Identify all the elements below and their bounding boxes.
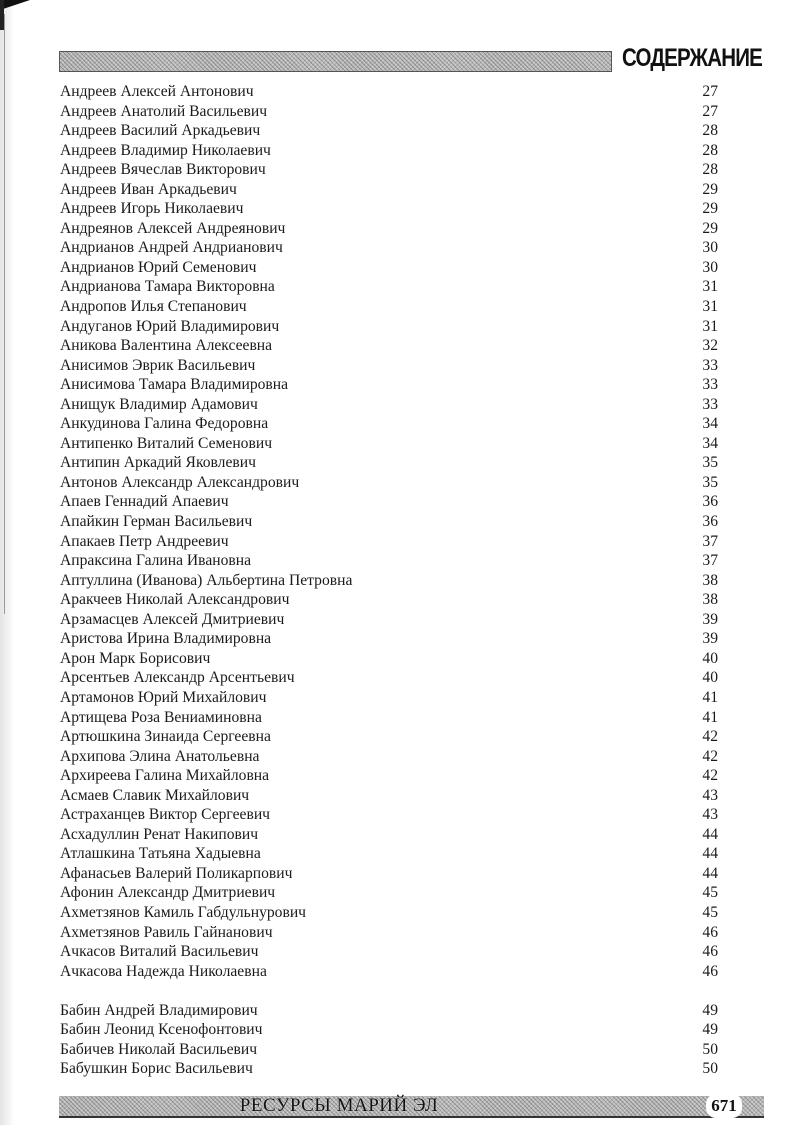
corner-mark-edge bbox=[0, 0, 4, 30]
toc-entry-name: Бабушкин Борис Васильевич bbox=[60, 1060, 253, 1078]
toc-entry bbox=[60, 512, 720, 532]
toc-entry-page: 31 bbox=[702, 298, 718, 316]
toc-entry-page: 30 bbox=[702, 258, 718, 276]
toc-entry-name: Андреев Василий Аркадьевич bbox=[60, 122, 261, 140]
toc-entry-name: Андреев Алексей Антонович bbox=[60, 83, 254, 100]
toc-entry-name: Афонин Александр Дмитриевич bbox=[60, 884, 276, 902]
toc-entry-page: 42 bbox=[702, 728, 718, 746]
header-decorative-bar bbox=[59, 51, 612, 72]
toc-entry bbox=[60, 238, 720, 258]
toc-entry-page: 33 bbox=[702, 395, 718, 413]
page-number: 671 bbox=[706, 1094, 742, 1118]
toc-entry bbox=[60, 610, 720, 630]
toc-entry-name: Аникова Валентина Алексеевна bbox=[60, 337, 273, 355]
toc-entry-name: Ахметзянов Равиль Гайнанович bbox=[60, 923, 273, 941]
toc-entry bbox=[60, 180, 720, 200]
toc-entry bbox=[60, 102, 720, 122]
toc-entry-name: Антипин Аркадий Яковлевич bbox=[60, 454, 256, 472]
toc-entry-name: Антипенко Виталий Семенович bbox=[60, 434, 273, 452]
toc-entry bbox=[60, 688, 720, 708]
toc-entry-name: Арзамасцев Алексей Дмитриевич bbox=[60, 610, 285, 628]
running-footer-title bbox=[0, 1095, 619, 1117]
toc-entry-name: Артюшкина Зинаида Сергеевна bbox=[60, 728, 271, 746]
toc-entry-page: 28 bbox=[702, 141, 718, 159]
table-of-contents bbox=[60, 82, 720, 1079]
toc-entry-name: Апраксина Галина Ивановна bbox=[60, 552, 252, 570]
toc-entry-name: Анищук Владимир Адамович bbox=[60, 395, 258, 413]
toc-entry bbox=[60, 844, 720, 864]
toc-entry-page: 43 bbox=[702, 786, 718, 804]
toc-entry bbox=[60, 962, 720, 982]
toc-entry-page: 29 bbox=[702, 219, 718, 237]
toc-entry-name: Ачкасов Виталий Васильевич bbox=[60, 943, 259, 961]
toc-entry-name: Аристова Ирина Владимировна bbox=[60, 630, 272, 648]
toc-entry-name: Андрианова Тамара Викторовна bbox=[60, 278, 275, 296]
toc-entry-page: 50 bbox=[702, 1040, 718, 1058]
toc-entry-page: 43 bbox=[702, 806, 718, 824]
toc-entry-name: Бабин Леонид Ксенофонтович bbox=[60, 1021, 263, 1039]
toc-entry bbox=[60, 414, 720, 434]
toc-entry bbox=[60, 297, 720, 317]
toc-entry bbox=[60, 766, 720, 786]
toc-entry-name: Антонов Александр Александрович bbox=[60, 473, 300, 491]
toc-entry-name: Асмаев Славик Михайлович bbox=[60, 786, 250, 804]
toc-entry-name: Артамонов Юрий Михайлович bbox=[60, 688, 267, 706]
toc-entry-page: 28 bbox=[702, 161, 718, 179]
toc-entry bbox=[60, 571, 720, 591]
toc-entry bbox=[60, 727, 720, 747]
toc-entry bbox=[60, 317, 720, 337]
toc-entry bbox=[60, 747, 720, 767]
toc-entry bbox=[60, 532, 720, 552]
toc-entry-page: 50 bbox=[702, 1060, 718, 1078]
toc-entry-name: Андуганов Юрий Владимирович bbox=[60, 317, 280, 335]
toc-entry-page: 28 bbox=[702, 122, 718, 140]
toc-entry-name: Аптуллина (Иванова) Альбертина Петровна bbox=[60, 571, 353, 589]
toc-entry-page: 41 bbox=[702, 688, 718, 706]
toc-entry-page: 31 bbox=[702, 278, 718, 296]
toc-entry-name: Арон Марк Борисович bbox=[60, 649, 211, 667]
toc-entry bbox=[60, 825, 720, 845]
scanned-page-edge bbox=[0, 0, 14, 1125]
toc-entry-name: Апаев Геннадий Апаевич bbox=[60, 493, 229, 511]
toc-entry bbox=[60, 942, 720, 962]
toc-entry bbox=[60, 923, 720, 943]
toc-entry-page: 34 bbox=[702, 415, 718, 433]
toc-entry-page: 33 bbox=[702, 356, 718, 374]
toc-entry-name: Асхадуллин Ренат Накипович bbox=[60, 825, 259, 843]
toc-entry-page: 34 bbox=[702, 434, 718, 452]
toc-entry-page: 37 bbox=[702, 552, 718, 570]
toc-entry bbox=[60, 199, 720, 219]
toc-entry-name: Ахметзянов Камиль Габдульнурович bbox=[60, 903, 307, 921]
footer-title-text: РЕСУРСЫ МАРИЙ ЭЛ bbox=[239, 1095, 439, 1116]
toc-entry-page: 46 bbox=[702, 923, 718, 941]
toc-entry-name: Арсентьев Александр Арсентьевич bbox=[60, 669, 295, 687]
toc-entry-page: 35 bbox=[702, 454, 718, 472]
toc-entry bbox=[60, 375, 720, 395]
toc-entry-page: 41 bbox=[702, 708, 718, 726]
toc-group-a bbox=[60, 82, 720, 981]
toc-entry-page: 38 bbox=[702, 591, 718, 609]
toc-entry-page: 40 bbox=[702, 669, 718, 687]
toc-entry-name: Андреев Владимир Николаевич bbox=[60, 141, 271, 159]
toc-entry-page: 44 bbox=[702, 864, 718, 882]
toc-entry-name: Архиреева Галина Михайловна bbox=[60, 767, 270, 785]
toc-entry-page: 30 bbox=[702, 239, 718, 257]
toc-entry-page: 39 bbox=[702, 630, 718, 648]
toc-entry-page: 44 bbox=[702, 845, 718, 863]
toc-entry-name: Афанасьев Валерий Поликарпович bbox=[60, 864, 293, 882]
toc-entry-name: Андреев Вячеслав Викторович bbox=[60, 161, 266, 179]
toc-entry-name: Аракчеев Николай Александрович bbox=[60, 591, 290, 609]
toc-entry-page: 33 bbox=[702, 376, 718, 394]
toc-entry-page: 32 bbox=[702, 337, 718, 355]
toc-entry-page: 45 bbox=[702, 884, 718, 902]
toc-entry-page: 45 bbox=[702, 903, 718, 921]
toc-entry-name: Астраханцев Виктор Сергеевич bbox=[60, 806, 271, 824]
toc-entry bbox=[60, 786, 720, 806]
toc-group-b bbox=[60, 1001, 720, 1079]
toc-entry-page: 27 bbox=[702, 83, 718, 100]
toc-entry bbox=[60, 336, 720, 356]
toc-entry bbox=[60, 219, 720, 239]
toc-entry bbox=[60, 356, 720, 376]
toc-entry bbox=[60, 903, 720, 923]
toc-entry-name: Анисимов Эврик Васильевич bbox=[60, 356, 256, 374]
toc-entry-page: 49 bbox=[702, 1001, 718, 1019]
toc-entry-name: Андреянов Алексей Андреянович bbox=[60, 219, 286, 237]
toc-entry bbox=[60, 141, 720, 161]
toc-entry-page: 46 bbox=[702, 943, 718, 961]
toc-entry-page: 27 bbox=[702, 102, 718, 120]
toc-entry bbox=[60, 668, 720, 688]
toc-entry-name: Анисимова Тамара Владимировна bbox=[60, 376, 289, 394]
toc-entry-page: 42 bbox=[702, 747, 718, 765]
toc-entry bbox=[60, 160, 720, 180]
toc-entry-name: Бабичев Николай Васильевич bbox=[60, 1040, 258, 1058]
toc-entry bbox=[60, 708, 720, 728]
toc-entry-name: Архипова Элина Анатольевна bbox=[60, 747, 260, 765]
toc-entry bbox=[60, 395, 720, 415]
toc-entry-name: Ачкасова Надежда Николаевна bbox=[60, 962, 267, 980]
toc-entry-page: 36 bbox=[702, 493, 718, 511]
section-title: СОДЕРЖАНИЕ bbox=[622, 44, 763, 72]
toc-entry bbox=[60, 121, 720, 141]
toc-entry-name: Андрианов Юрий Семенович bbox=[60, 258, 257, 276]
toc-entry-page: 37 bbox=[702, 532, 718, 550]
toc-entry bbox=[60, 1001, 720, 1021]
corner-mark bbox=[0, 0, 30, 10]
toc-entry-page: 40 bbox=[702, 649, 718, 667]
toc-entry bbox=[60, 453, 720, 473]
toc-entry bbox=[60, 805, 720, 825]
toc-entry bbox=[60, 629, 720, 649]
toc-entry bbox=[60, 649, 720, 669]
toc-entry bbox=[60, 258, 720, 278]
toc-entry-name: Бабин Андрей Владимирович bbox=[60, 1001, 258, 1019]
toc-group-spacer bbox=[60, 981, 720, 1001]
toc-entry bbox=[60, 473, 720, 493]
toc-entry-name: Андреев Иван Аркадьевич bbox=[60, 180, 237, 198]
toc-entry-name: Андропов Илья Степанович bbox=[60, 298, 247, 316]
toc-entry bbox=[60, 492, 720, 512]
toc-entry bbox=[60, 590, 720, 610]
toc-entry bbox=[60, 1040, 720, 1060]
toc-entry-page: 38 bbox=[702, 571, 718, 589]
toc-entry-page: 31 bbox=[702, 317, 718, 335]
toc-entry bbox=[60, 551, 720, 571]
toc-entry-page: 44 bbox=[702, 825, 718, 843]
toc-entry bbox=[60, 883, 720, 903]
toc-entry-page: 29 bbox=[702, 180, 718, 198]
toc-entry bbox=[60, 1059, 720, 1079]
toc-entry-name: Апакаев Петр Андреевич bbox=[60, 532, 229, 550]
toc-entry bbox=[60, 864, 720, 884]
toc-entry-page: 35 bbox=[702, 473, 718, 491]
toc-entry-name: Апайкин Герман Васильевич bbox=[60, 513, 253, 531]
toc-entry bbox=[60, 434, 720, 454]
toc-entry-page: 36 bbox=[702, 513, 718, 531]
toc-entry-name: Андреев Игорь Николаевич bbox=[60, 200, 244, 218]
toc-entry-name: Артищева Роза Вениаминовна bbox=[60, 708, 262, 726]
toc-entry-name: Анкудинова Галина Федоровна bbox=[60, 415, 269, 433]
toc-entry-page: 49 bbox=[702, 1021, 718, 1039]
toc-entry-name: Андреев Анатолий Васильевич bbox=[60, 102, 268, 120]
toc-entry-page: 29 bbox=[702, 200, 718, 218]
toc-entry-name: Андрианов Андрей Андрианович bbox=[60, 239, 283, 257]
toc-entry-page: 46 bbox=[702, 962, 718, 980]
toc-entry bbox=[60, 1020, 720, 1040]
toc-entry-page: 39 bbox=[702, 610, 718, 628]
toc-entry-page: 42 bbox=[702, 767, 718, 785]
toc-entry-name: Атлашкина Татьяна Хадыевна bbox=[60, 845, 261, 863]
toc-entry bbox=[60, 277, 720, 297]
toc-entry bbox=[60, 82, 720, 102]
binding-line bbox=[4, 14, 5, 614]
